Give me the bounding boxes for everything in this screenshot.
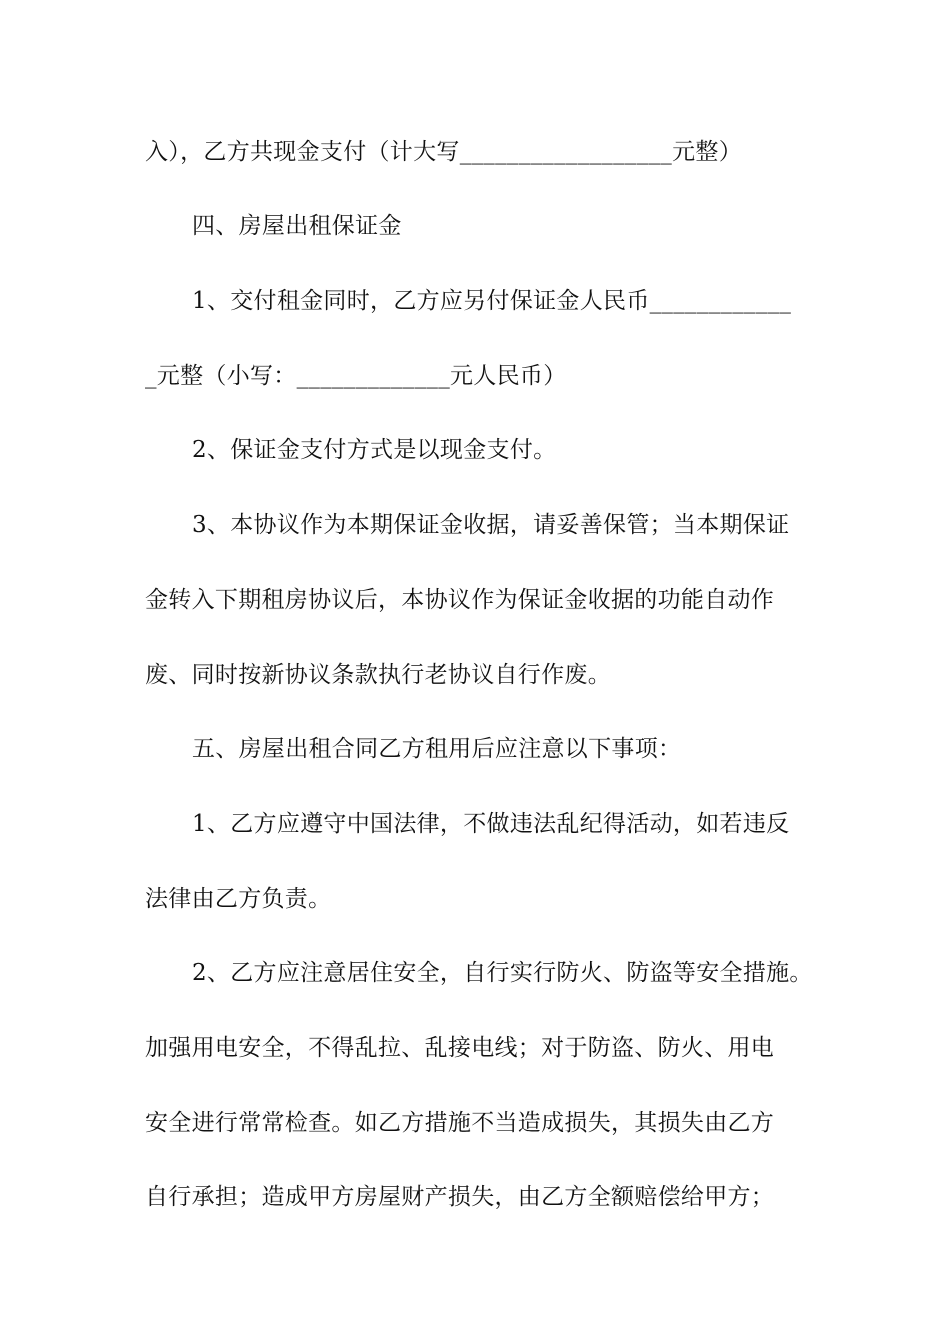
- section-heading: 四、房屋出租保证金: [192, 213, 402, 239]
- paragraph-line: 2、乙方应注意居住安全，自行实行防火、防盗等安全措施。: [192, 960, 813, 986]
- section-heading: 五、房屋出租合同乙方租用后应注意以下事项：: [192, 736, 682, 762]
- paragraph-line: 3、本协议作为本期保证金收据，请妥善保管；当本期保证: [192, 512, 790, 538]
- paragraph-line: 废、同时按新协议条款执行老协议自行作废。: [145, 662, 611, 688]
- paragraph-line: 安全进行常常检查。如乙方措施不当造成损失，其损失由乙方: [145, 1110, 775, 1136]
- paragraph-line: 加强用电安全，不得乱拉、乱接电线；对于防盗、防火、用电: [145, 1035, 775, 1061]
- paragraph-line: _元整（小写：_____________元人民币）: [145, 363, 567, 389]
- paragraph-line: 入），乙方共现金支付（计大写__________________元整）: [145, 139, 742, 165]
- paragraph-line: 2、保证金支付方式是以现金支付。: [192, 437, 557, 463]
- paragraph-line: 1、乙方应遵守中国法律，不做违法乱纪得活动，如若违反: [192, 811, 790, 837]
- paragraph-line: 1、交付租金同时，乙方应另付保证金人民币____________: [192, 288, 792, 314]
- paragraph-line: 自行承担；造成甲方房屋财产损失，由乙方全额赔偿给甲方；: [145, 1184, 775, 1210]
- paragraph-line: 金转入下期租房协议后，本协议作为保证金收据的功能自动作: [145, 587, 775, 613]
- paragraph-line: 法律由乙方负责。: [145, 886, 332, 912]
